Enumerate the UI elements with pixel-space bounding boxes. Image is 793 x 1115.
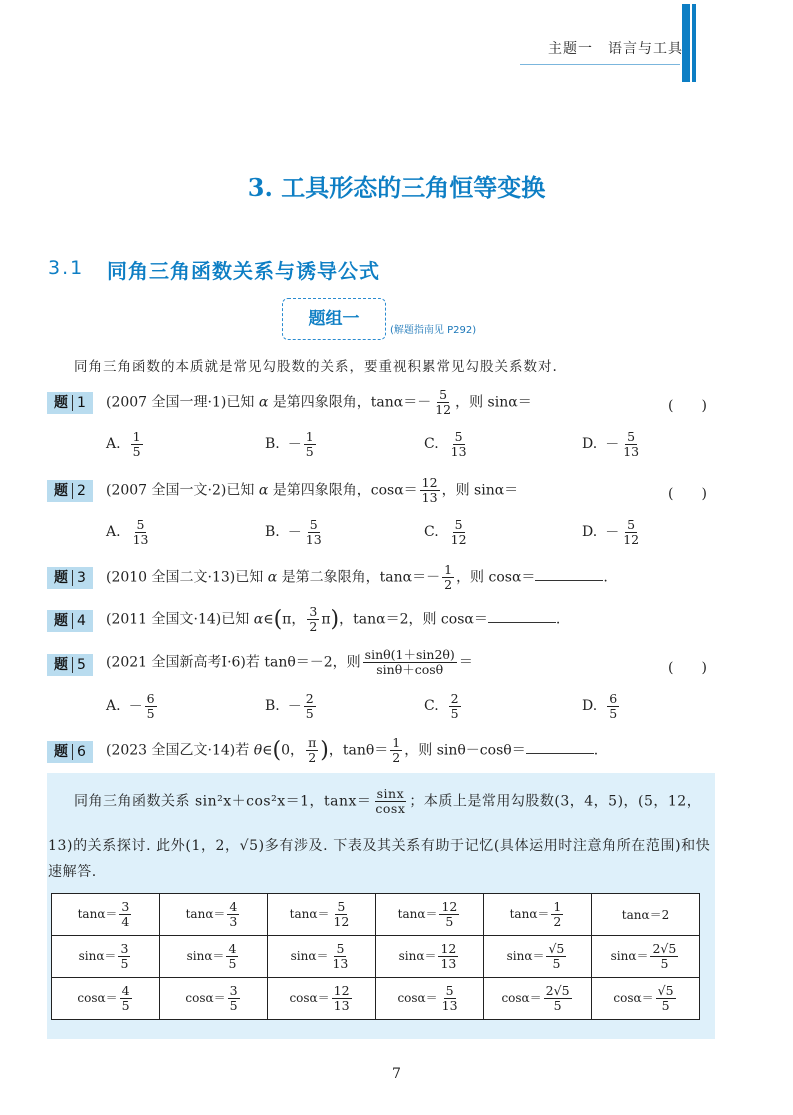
answer-bracket: ( ) — [668, 486, 707, 502]
question-label: 题 6 — [47, 741, 93, 763]
option-b[interactable]: B. － $\frac{1}{5}$ — [265, 429, 314, 459]
question-text: (2007 全国一文·2)已知 α 是第四象限角，cosα＝ $\frac{12}{13}$ ，则 sinα＝ — [106, 475, 519, 505]
solution-guide-note: (解题指南见 P292) — [390, 325, 477, 336]
answer-blank[interactable] — [526, 739, 594, 754]
option-c[interactable]: C. $\frac{5}{13}$ — [424, 429, 467, 459]
header-accent-bar — [682, 4, 690, 82]
question-text: (2007 全国一理·1)已知 α 是第四象限角，tanα＝－ $\frac{5}{12}$ ，则 sinα＝ — [106, 387, 532, 417]
table-cell: cosα＝ $\frac{5}{13}$ — [376, 978, 484, 1020]
trig-value-table — [51, 893, 700, 1020]
tip-paragraph-cont: 13)的关系探讨. 此外(1，2，√5)多有涉及. 下表及其关系有助于记忆(具体运用时注意角所在范围)和快速解答. — [48, 838, 711, 880]
table-cell: tanα＝ $\frac{5}{12}$ — [268, 894, 376, 936]
question-label: 题 1 — [47, 392, 93, 414]
question-label: 题 3 — [47, 567, 93, 589]
section-number: 3.1 — [48, 257, 85, 279]
table-row — [52, 936, 700, 978]
table-cell: cosα＝ $\frac{2√5}{5}$ — [484, 978, 592, 1020]
question-text: (2011 全国文·14)已知 α∈(π， $\frac{3}{2}$ π)，tanα＝2，则 cosα＝ . — [106, 604, 561, 634]
table-cell: cosα＝ $\frac{12}{13}$ — [268, 978, 376, 1020]
option-b[interactable]: B. － $\frac{5}{13}$ — [265, 517, 322, 547]
table-cell: sinα＝ $\frac{2√5}{5}$ — [592, 936, 700, 978]
option-b[interactable]: B. － $\frac{2}{5}$ — [265, 691, 314, 721]
question-text: (2010 全国二文·13)已知 α 是第二象限角，tanα＝－ $\frac{1}{2}$ ，则 cosα＝ . — [106, 562, 608, 592]
header-accent-bar-thin — [692, 4, 696, 82]
option-a[interactable]: A. － $\frac{6}{5}$ — [106, 691, 155, 721]
table-cell: tanα＝2 — [592, 894, 700, 936]
table-cell: tanα＝ $\frac{12}{5}$ — [376, 894, 484, 936]
option-a[interactable]: A. $\frac{1}{5}$ — [106, 429, 141, 459]
table-cell: tanα＝ $\frac{4}{3}$ — [160, 894, 268, 936]
table-cell: sinα＝ $\frac{5}{13}$ — [268, 936, 376, 978]
table-cell: cosα＝ $\frac{√5}{5}$ — [592, 978, 700, 1020]
question-text: (2021 全国新高考Ⅰ·6)若 tanθ＝－2，则 $\frac{\sin\theta(1+\sin 2\theta)}{\sin\theta+\cos\theta}$ ＝ — [106, 647, 473, 677]
table-cell: cosα＝ $\frac{3}{5}$ — [160, 978, 268, 1020]
table-cell: sinα＝ $\frac{3}{5}$ — [52, 936, 160, 978]
table-cell: tanα＝ $\frac{1}{2}$ — [484, 894, 592, 936]
answer-bracket: ( ) — [668, 398, 707, 414]
question-label: 题 5 — [47, 654, 93, 676]
table-cell: tanα＝ $\frac{3}{4}$ — [52, 894, 160, 936]
option-c[interactable]: C. $\frac{2}{5}$ — [424, 691, 459, 721]
answer-blank[interactable] — [535, 566, 603, 581]
section-title: 同角三角函数关系与诱导公式 — [107, 259, 380, 283]
question-label: 题 2 — [47, 480, 93, 502]
option-d[interactable]: D. － $\frac{5}{12}$ — [582, 517, 640, 547]
tip-paragraph: 同角三角函数关系 sin²x＋cos²x＝1，tanx＝ $\frac{\sin x}{\cos x}$ ；本质上是常用勾股数(3，4，5)，(5，12， — [74, 786, 702, 816]
table-cell: sinα＝ $\frac{12}{13}$ — [376, 936, 484, 978]
question-label: 题 4 — [47, 610, 93, 632]
intro-paragraph: 同角三角函数的本质就是常见勾股数的关系，要重视积累常见勾股关系数对. — [74, 359, 558, 375]
header-divider — [520, 64, 680, 65]
chapter-title: 3. 工具形态的三角恒等变换 — [247, 173, 546, 202]
page-number: 7 — [392, 1066, 401, 1082]
question-text: (2023 全国乙文·14)若 θ∈(0， $\frac{\pi}{2}$ )，tanθ＝ $\frac{1}{2}$ ，则 sinθ－cosθ＝ . — [106, 735, 599, 765]
table-cell: sinα＝ $\frac{√5}{5}$ — [484, 936, 592, 978]
answer-blank[interactable] — [488, 608, 556, 623]
option-d[interactable]: D. $\frac{6}{5}$ — [582, 691, 618, 721]
question-group-badge: 题组一 — [282, 298, 386, 340]
table-cell: cosα＝ $\frac{4}{5}$ — [52, 978, 160, 1020]
answer-bracket: ( ) — [668, 660, 707, 676]
option-a[interactable]: A. $\frac{5}{13}$ — [106, 517, 149, 547]
running-header: 主题一 语言与工具 — [548, 41, 683, 57]
table-row — [52, 894, 700, 936]
option-c[interactable]: C. $\frac{5}{12}$ — [424, 517, 467, 547]
option-d[interactable]: D. － $\frac{5}{13}$ — [582, 429, 640, 459]
table-cell: sinα＝ $\frac{4}{5}$ — [160, 936, 268, 978]
table-row — [52, 978, 700, 1020]
